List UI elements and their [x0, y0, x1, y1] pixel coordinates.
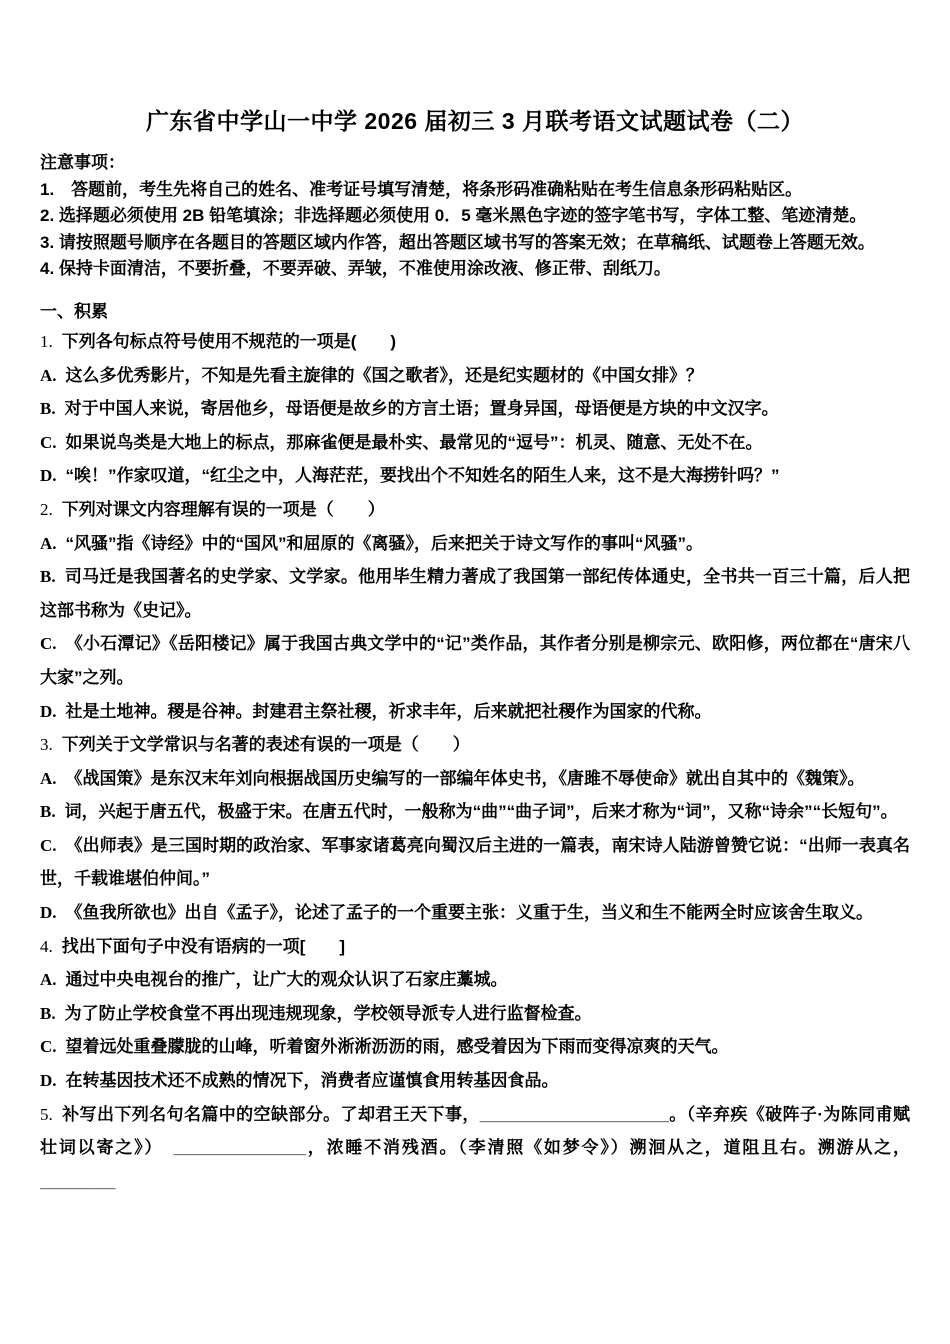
- option-text: 望着远处重叠朦胧的山峰，听着窗外淅淅沥沥的雨，感受着因为下雨而变得凉爽的天气。: [65, 1037, 729, 1057]
- option-text: 词，兴起于唐五代，极盛于宋。在唐五代时，一般称为“曲”“曲子词”，后来才称为“词”，又称“诗余”“长短句”。: [64, 802, 898, 822]
- option-label: B.: [40, 399, 56, 419]
- question-1: [40, 325, 910, 493]
- option-label: D.: [40, 701, 57, 721]
- question-2-option-c: [40, 627, 910, 694]
- question-2: [40, 493, 910, 728]
- option-label: A.: [40, 533, 57, 553]
- option-text: 司马迁是我国著名的史学家、文学家。他用毕生精力著成了我国第一部纪传体通史，全书共一百三十篇，后人把这部书称为《史记》。: [40, 567, 910, 620]
- option-label: D.: [40, 903, 57, 923]
- option-label: C.: [40, 634, 57, 654]
- question-3-option-c: [40, 829, 910, 896]
- option-label: B.: [40, 567, 56, 587]
- question-4-stem: [40, 930, 910, 964]
- question-1-option-d: [40, 459, 910, 493]
- question-5-stem: [40, 1098, 910, 1199]
- question-1-option-b: [40, 392, 910, 426]
- question-4-option-c: [40, 1030, 910, 1064]
- option-text: 这么多优秀影片，不知是先看主旋律的《国之歌者》，还是纪实题材的《中国女排》？: [65, 365, 704, 385]
- option-text: 社是土地神。稷是谷神。封建君主祭社稷，祈求丰年，后来就把社稷作为国家的代称。: [65, 701, 712, 721]
- question-4-option-d: [40, 1064, 910, 1098]
- note-item-3: 3. 请按照题号顺序在各题目的答题区域内作答，超出答题区域书写的答案无效；在草稿纸、试题卷上答题无效。: [40, 232, 875, 252]
- option-label: C.: [40, 1037, 57, 1057]
- option-text: 为了防止学校食堂不再出现违规现象，学校领导派专人进行监督检查。: [64, 1003, 592, 1023]
- question-3-option-d: [40, 896, 910, 930]
- question-2-option-b: [40, 560, 910, 627]
- option-text: 在转基因技术还不成熟的情况下，消费者应谨慎食用转基因食品。: [65, 1071, 559, 1091]
- option-text: “唉！”作家叹道，“红尘之中，人海茫茫，要找出个不知姓名的陌生人来，这不是大海捞针吗？”: [65, 466, 780, 486]
- question-4-number: 4.: [40, 936, 53, 956]
- question-2-number: 2.: [40, 499, 53, 519]
- question-4-option-a: [40, 963, 910, 997]
- note-item-4: 4. 保持卡面清洁，不要折叠，不要弄破、弄皱，不准使用涂改液、修正带、刮纸刀。: [40, 259, 671, 279]
- notes-section: [40, 150, 910, 283]
- option-text: 《鱼我所欲也》出自《孟子》，论述了孟子的一个重要主张：义重于生，当义和生不能两全时应该舍生取义。: [65, 903, 874, 923]
- option-text: 如果说鸟类是大地上的标点，那麻雀便是最朴实、最常见的“逗号”：机灵、随意、无处不在。: [65, 432, 763, 452]
- section-heading: 一、积累: [40, 301, 108, 321]
- option-text: 通过中央电视台的推广，让广大的观众认识了石家庄藁城。: [65, 970, 508, 990]
- question-3-stem-text: 下列关于文学常识与名著的表述有误的一项是（ ）: [61, 735, 470, 755]
- option-text: 《出师表》是三国时期的政治家、军事家诸葛亮向蜀汉后主进的一篇表，南宋诗人陆游曾赞它说：“出师一表真名世，千载谁堪伯仲间。”: [40, 835, 910, 889]
- option-text: 对于中国人来说，寄居他乡，母语便是故乡的方言土语；置身异国，母语便是方块的中文汉字。: [64, 399, 779, 419]
- questions-area: [40, 325, 910, 1198]
- question-2-option-a: [40, 527, 910, 561]
- question-4-stem-text: 找出下面句子中没有语病的一项[ ]: [61, 936, 346, 956]
- option-label: B.: [40, 1003, 56, 1023]
- question-1-stem: [40, 325, 910, 359]
- question-5-stem-text: 补写出下列名句名篇中的空缺部分。了却君王天下事，____________________。（辛弃疾《破阵子·为陈同甫赋壮词以寄之》） ______________，浓睡不消残酒。（李清照《如梦令》）溯洄从之，道阻且右。溯游从之，________: [40, 1104, 910, 1191]
- question-3-option-b: [40, 795, 910, 829]
- question-3-option-a: [40, 762, 910, 796]
- option-label: A.: [40, 970, 57, 990]
- option-text: “风骚”指《诗经》中的“国风”和屈原的《离骚》，后来把关于诗文写作的事叫“风骚”。: [65, 533, 704, 553]
- question-3-number: 3.: [40, 735, 53, 755]
- question-2-stem-text: 下列对课文内容理解有误的一项是（ ）: [61, 499, 385, 519]
- note-item-2: 2. 选择题必须使用 2B 铅笔填涂；非选择题必须使用 0．5 毫米黑色字迹的签字笔书写，字体工整、笔迹清楚。: [40, 206, 867, 226]
- notes-heading: 注意事项：: [40, 153, 125, 172]
- option-label: A.: [40, 365, 57, 385]
- option-label: C.: [40, 835, 57, 855]
- option-label: B.: [40, 802, 56, 822]
- question-1-stem-text: 下列各句标点符号使用不规范的一项是( ): [61, 331, 397, 351]
- question-2-option-d: [40, 695, 910, 729]
- exam-title: 广东省中学山一中学 2026 届初三 3 月联考语文试题试卷（二）: [145, 108, 805, 134]
- question-5-number: 5.: [40, 1104, 53, 1124]
- question-5: [40, 1098, 910, 1199]
- option-label: C.: [40, 432, 57, 452]
- question-4: [40, 930, 910, 1098]
- option-label: D.: [40, 1071, 57, 1091]
- question-3: [40, 728, 910, 930]
- option-label: D.: [40, 466, 57, 486]
- question-1-option-a: [40, 359, 910, 393]
- question-3-stem: [40, 728, 910, 762]
- question-1-number: 1.: [40, 331, 53, 351]
- option-label: A.: [40, 768, 57, 788]
- question-4-option-b: [40, 997, 910, 1031]
- option-text: 《小石潭记》《岳阳楼记》属于我国古典文学中的“记”类作品，其作者分别是柳宗元、欧阳修，两位都在“唐宋八大家”之列。: [40, 634, 910, 687]
- option-text: 《战国策》是东汉末年刘向根据战国历史编写的一部编年体史书，《唐雎不辱使命》就出自其中的《魏策》。: [65, 768, 865, 788]
- note-item-1: 1. 答题前，考生先将自己的姓名、准考证号填写清楚，将条形码准确粘贴在考生信息条形码粘贴区。: [40, 179, 803, 199]
- question-2-stem: [40, 493, 910, 527]
- question-1-option-c: [40, 426, 910, 460]
